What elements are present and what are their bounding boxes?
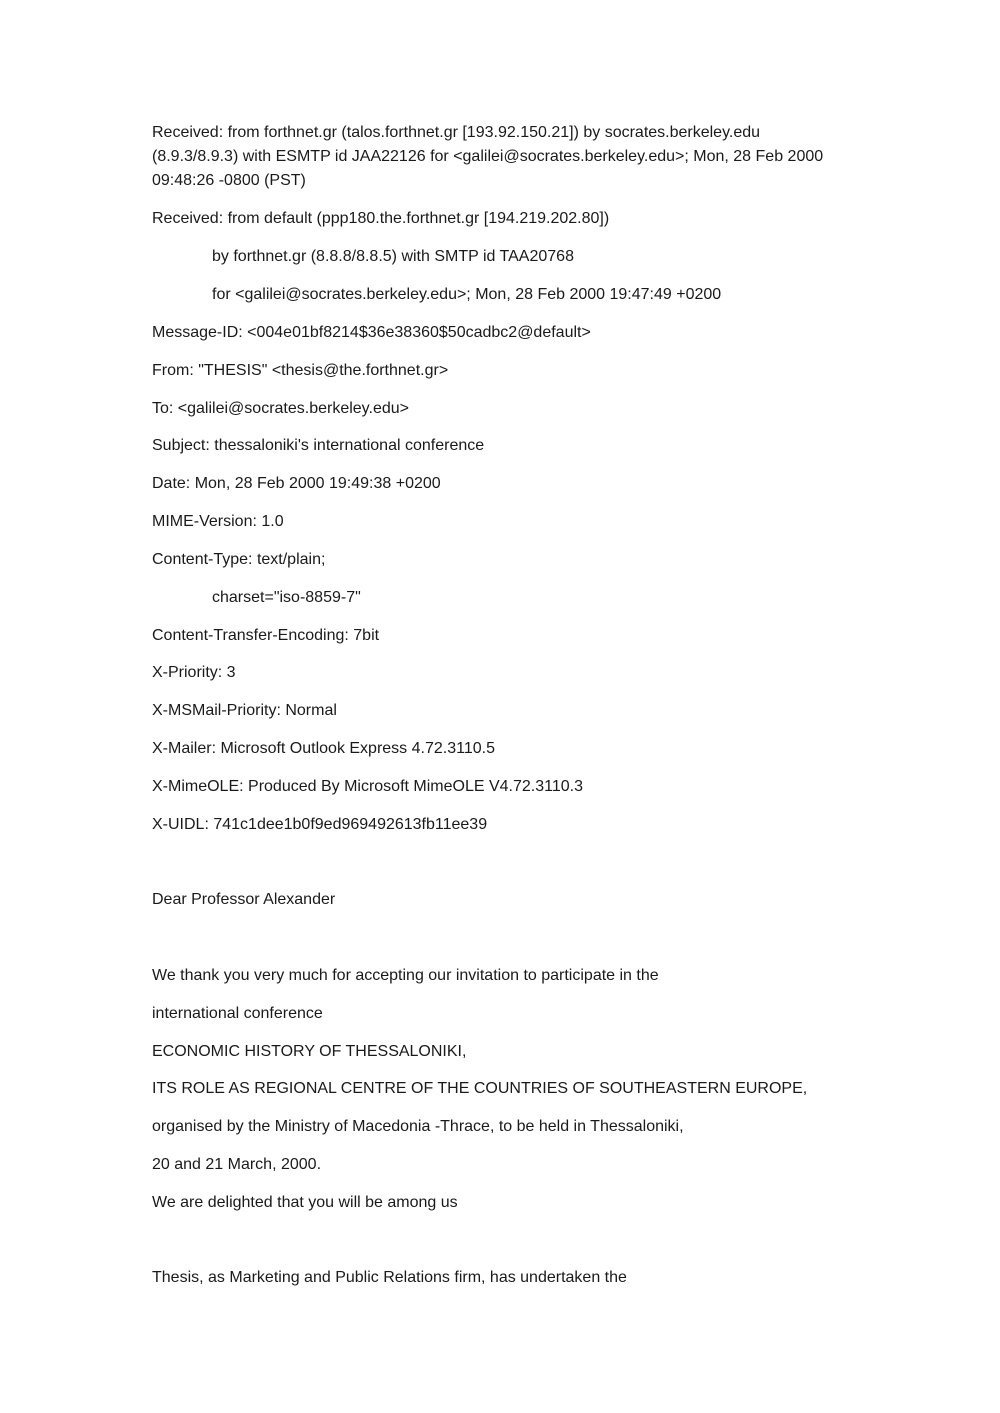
- header-to: To: <galilei@socrates.berkeley.edu>: [152, 400, 409, 417]
- header-content-type: Content-Type: text/plain;: [152, 551, 326, 568]
- header-date: Date: Mon, 28 Feb 2000 19:49:38 +0200: [152, 475, 441, 492]
- header-x-mailer: X-Mailer: Microsoft Outlook Express 4.72.3110.5: [152, 740, 495, 757]
- header-from: From: "THESIS" <thesis@the.forthnet.gr>: [152, 362, 449, 379]
- header-x-msmail-priority: X-MSMail-Priority: Normal: [152, 702, 337, 719]
- body-line-5: organised by the Ministry of Macedonia -Thrace, to be held in Thessaloniki,: [152, 1118, 684, 1135]
- body-line-4: ITS ROLE AS REGIONAL CENTRE OF THE COUNTRIES OF SOUTHEASTERN EUROPE,: [152, 1080, 808, 1097]
- header-subject: Subject: thessaloniki's international conference: [152, 437, 485, 454]
- header-content-transfer-encoding: Content-Transfer-Encoding: 7bit: [152, 627, 380, 644]
- body-line-8: Thesis, as Marketing and Public Relations firm, has undertaken the: [152, 1269, 627, 1286]
- header-mime-version: MIME-Version: 1.0: [152, 513, 284, 530]
- body-line-1: We thank you very much for accepting our invitation to participate in the: [152, 967, 659, 984]
- header-charset: charset="iso-8859-7": [212, 589, 361, 606]
- body-line-2: international conference: [152, 1005, 323, 1022]
- body-line-3: ECONOMIC HISTORY OF THESSALONIKI,: [152, 1043, 467, 1060]
- body-line-7: We are delighted that you will be among us: [152, 1194, 458, 1211]
- header-received-2-for: for <galilei@socrates.berkeley.edu>; Mon, 28 Feb 2000 19:47:49 +0200: [212, 286, 722, 303]
- header-x-priority: X-Priority: 3: [152, 664, 236, 681]
- header-received-2-by: by forthnet.gr (8.8.8/8.8.5) with SMTP id TAA20768: [212, 248, 574, 265]
- header-received-1: Received: from forthnet.gr (talos.forthnet.gr [193.92.150.21]) by socrates.berkeley.edu (8.9.3/8.9.3) with ESMTP id JAA22126 for <galilei@socrates.berkeley.edu>; Mon, 28 Feb 2000 09:48:26 -0800 (PST): [152, 124, 824, 189]
- header-x-uidl: X-UIDL: 741c1dee1b0f9ed969492613fb11ee39: [152, 816, 488, 833]
- header-message-id: Message-ID: <004e01bf8214$36e38360$50cadbc2@default>: [152, 324, 591, 341]
- header-received-2: Received: from default (ppp180.the.forthnet.gr [194.219.202.80]): [152, 210, 610, 227]
- body-salutation: Dear Professor Alexander: [152, 891, 336, 908]
- header-x-mimeole: X-MimeOLE: Produced By Microsoft MimeOLE V4.72.3110.3: [152, 778, 583, 795]
- body-line-6: 20 and 21 March, 2000.: [152, 1156, 322, 1173]
